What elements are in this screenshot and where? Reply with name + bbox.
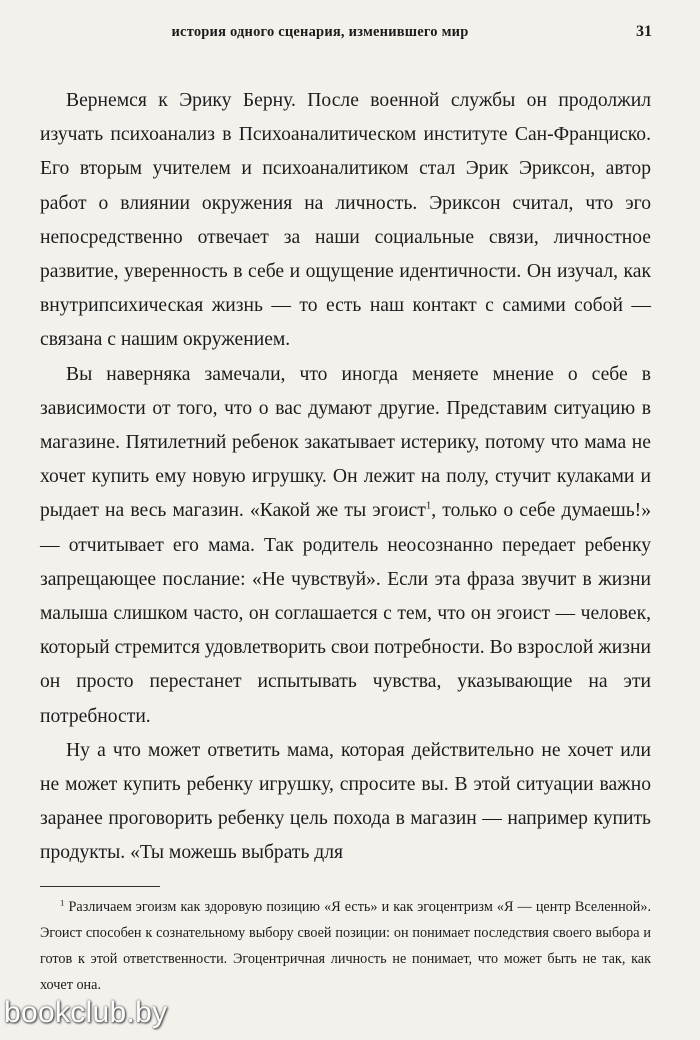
paragraph-1: Вернемся к Эрику Берну. После военной службы он продолжил изучать психоанализ в Психоаналитическом институте Сан-Франциско. Его вторым учителем и психоаналитиком стал Эрик Эриксон, автор работ о влиянии окружения на личность. Эриксон считал, что эго непосредственно отвечает за наши социальные связи, личностное развитие, уверенность в себе и ощущение идентичности. Он изучал, как внутрипсихическая жизнь — то есть наш контакт с самими собой — связана с нашим окружением. (40, 90, 651, 351)
paragraph-2 (40, 358, 651, 734)
page-number: 31 (636, 23, 652, 40)
paragraph-3: Ну а что может ответить мама, которая действительно не хочет или не может купить ребенку игрушку, спросите вы. В этой ситуации важно заранее проговорить ребенку цель похода в магазин — например купить продукты. «Ты можешь выбрать для (40, 739, 651, 864)
watermark-logo: bookclub.by (4, 996, 168, 1029)
footnote-mark: 1 (60, 897, 65, 908)
footnote (40, 894, 651, 998)
main-text (40, 84, 651, 871)
paragraph-2-start: Вы наверняка замечали, что иногда меняете мнение о себе в зависимости от того, что о вас думают другие. Представим ситуацию в магазине. Пятилетний ребенок закатывает истерику, потому что мама не хочет купить ему новую игрушку. Он лежит на полу, стучит кулаками и рыдает на весь магазин. «Какой же ты эгоист (40, 363, 651, 522)
running-title: история одного сценария, изменившего мир (171, 24, 469, 40)
paragraph-2-end: , только о себе думаешь!» — отчитывает его мама. Так родитель неосознанно передает ребенку запрещающее послание: «Не чувствуй». Если эта фраза звучит в жизни малыша слишком часто, он соглашается с тем, что он эгоист — человек, который стремится удовлетворить свои потребности. Во взрослой жизни он просто перестанет испытывать чувства, указывающие на эти потребности. (40, 500, 651, 727)
footnote-divider (40, 886, 160, 887)
footnote-text: Различаем эгоизм как здоровую позицию «Я есть» и как эгоцентризм «Я — центр Вселенной». Эгоист способен к сознательному выбору своей позиции: он понимает последствия своего выбора и готов к этой ответственности. Эгоцентричная личность не понимает, что может быть не так, как хочет она. (40, 899, 652, 993)
footnote-reference[interactable]: 1 (425, 499, 432, 512)
